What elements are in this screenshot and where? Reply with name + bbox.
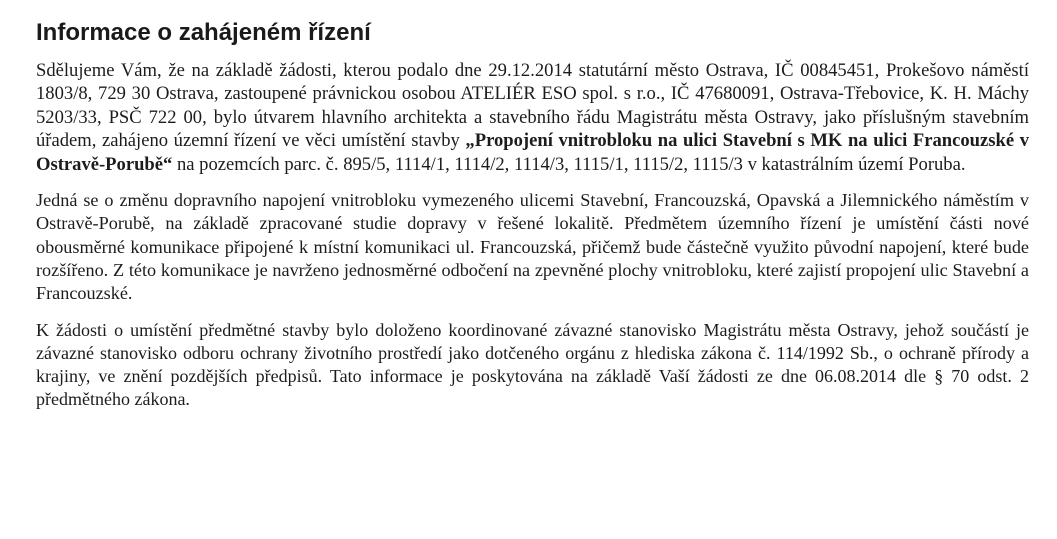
paragraph-binding-opinion: K žádosti o umístění předmětné stavby bylo doloženo koordinované závazné stanovisko Magistrátu města Ostravy, jehož součástí je závazné stanovisko odboru ochrany životního prostředí jako dotčeného orgánu z hlediska zákona č. 114/1992 Sb., o ochraně přírody a krajiny, ve znění pozdějších předpisů. Tato informace je poskytována na základě Vaší žádosti ze dne 06.08.2014 dle § 70 odst. 2 předmětného zákona.: [36, 319, 1029, 410]
document-page: [36, 18, 1029, 412]
construction-name: „Propojení vnitrobloku na ulici Stavební s MK na ulici Francouzské v Ostravě-Porubě“: [36, 130, 1029, 175]
paragraph-application-parcels: na pozemcích parc. č. 895/5, 1114/1, 1114/2, 1114/3, 1115/1, 1115/2, 1115/3 v katastrálním území Poruba.: [172, 153, 966, 175]
paragraph-application: [36, 59, 1029, 176]
paragraph-description: Jedná se o změnu dopravního napojení vnitrobloku vymezeného ulicemi Stavební, Francouzská, Opavská a Jilemnického náměstím v Ostravě-Porubě, na základě zpracované studie dopravy v řešené lokalitě. Předmětem územního řízení je umístění části nové obousměrné komunikace připojené k místní komunikaci ul. Francouzská, přičemž bude částečně využito původní napojení, které bude rozšířeno. Z této komunikace je navrženo jednosměrné odbočení na zpevněné plochy vnitrobloku, které zajistí propojení ulic Stavební a Francouzské.: [36, 190, 1029, 304]
paragraph-application-intro: Sdělujeme Vám, že na základě žádosti, kterou podalo dne 29.12.2014 statutární město Ostrava, IČ 00845451, Prokešovo náměstí 1803/8, 729 30 Ostrava, zastoupené právnickou osobou ATELIÉR ESO spol. s r.o., IČ 47680091, Ostrava-Třebovice, K. H. Máchy 5203/33, PSČ 722 00, bylo útvarem hlavního architekta a stavebního řádu Magistrátu města Ostravy, jako příslušným stavebním úřadem, zahájeno územní řízení ve věci umístění stavby: [36, 60, 1029, 152]
document-title: Informace o zahájeném řízení: [36, 19, 371, 46]
